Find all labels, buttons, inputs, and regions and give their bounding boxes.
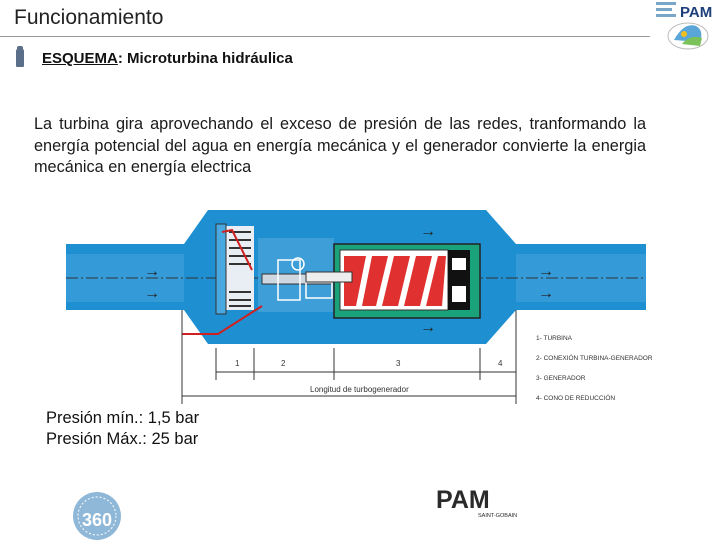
- pressure-min: Presión mín.: 1,5 bar: [46, 409, 200, 427]
- dimension-number: 3: [396, 359, 401, 368]
- microturbine-diagram: [66, 198, 656, 414]
- bullet-icon: [16, 49, 24, 67]
- dimension-number: 2: [281, 359, 286, 368]
- subtitle: [42, 50, 293, 67]
- legend-item: 2- CONEXIÓN TURBINA-GENERADOR: [536, 355, 653, 362]
- flow-arrow: →: [144, 263, 160, 280]
- description-paragraph: La turbina gira aprovechando el exceso de presión de las redes, tranformando la energía potencial del agua en energía mecánica y el generador convierte la energia mecánica en energía electrica: [34, 115, 646, 176]
- flow-arrow: →: [420, 319, 436, 336]
- length-label: Longitud de turbogenerador: [310, 385, 409, 394]
- dimension-number: 4: [498, 359, 503, 368]
- pressure-values: [46, 408, 199, 450]
- pam-logo-text: PAM: [436, 486, 490, 514]
- pam-logo-sub: SAINT-GOBAIN: [478, 513, 518, 519]
- legend-item: 4- CONO DE REDUCCIÓN: [536, 395, 616, 402]
- legend-item: 1- TURBINA: [536, 335, 572, 342]
- flow-arrow: →: [538, 285, 554, 302]
- flow-arrow: →: [420, 223, 436, 240]
- subtitle-prefix: ESQUEMA: [42, 50, 118, 67]
- logo-360: [66, 488, 128, 540]
- dimension-number: 1: [235, 359, 240, 368]
- logo-360-text: 360: [81, 510, 113, 530]
- diagram-legend: [536, 335, 653, 402]
- slide-title: Funcionamiento: [14, 6, 164, 29]
- pam-logo: [432, 484, 522, 520]
- top-right-logo: [654, 0, 716, 52]
- title-divider: [0, 36, 650, 37]
- pressure-max: Presión Máx.: 25 bar: [46, 430, 199, 448]
- subtitle-rest: : Microturbina hidráulica: [117, 50, 293, 67]
- legend-item: 3- GENERADOR: [536, 375, 586, 382]
- flow-arrow: →: [144, 285, 160, 302]
- top-right-logo-text: PAM: [680, 4, 713, 21]
- flow-arrow: →: [538, 263, 554, 280]
